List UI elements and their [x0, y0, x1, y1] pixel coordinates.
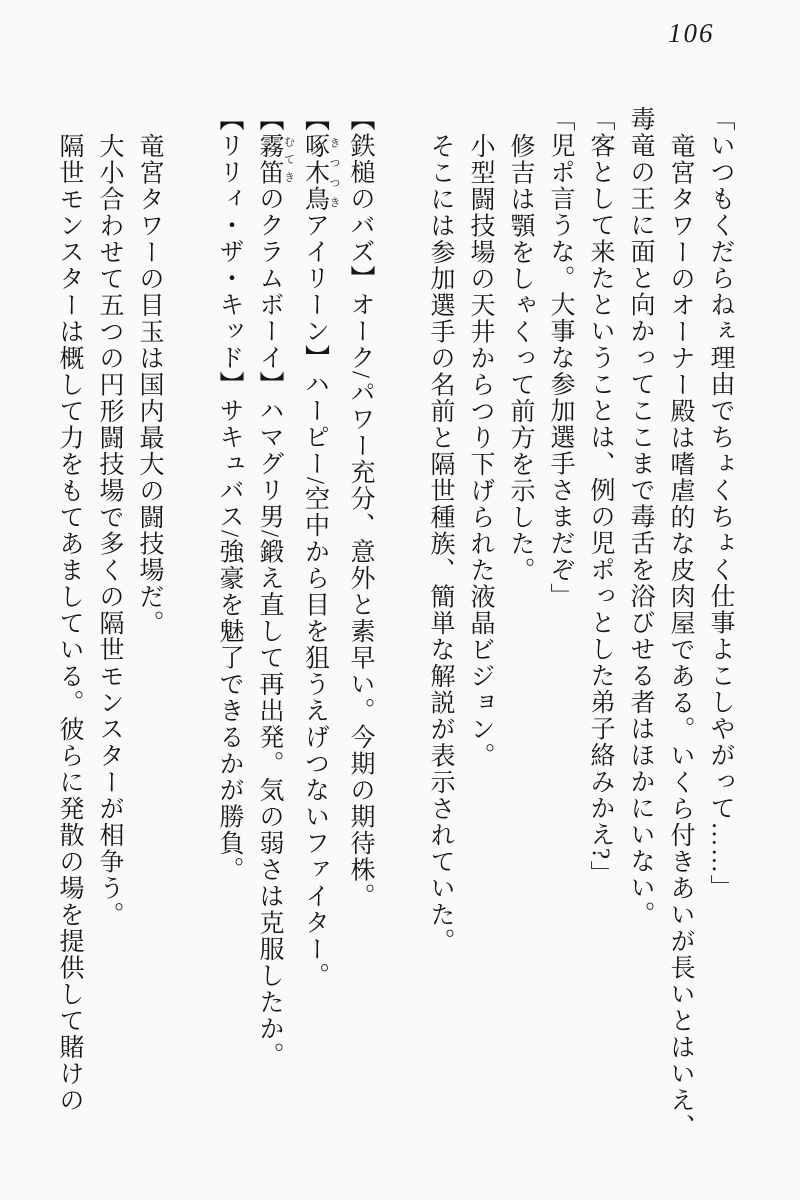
- ruby-annotated-text: 啄木鳥 きつつき: [301, 132, 340, 212]
- text-column-13: 竜宮タワーの目玉は国内最大の闘技場だ。: [136, 133, 163, 637]
- text-column-7: 小型闘技場の天井からつり下げられた液晶ビジョン。: [467, 133, 494, 769]
- text-column-4: 「客として来たということは、例の児ポっとした弟子絡みかえ?」: [587, 106, 614, 888]
- text-column-5: 「児ポ言うな。大事な参加選手さまだぞ」: [547, 106, 574, 610]
- page-text: [58, 106, 740, 1170]
- text-column-1: 「いつもくだらねぇ理由でちょくちょく仕事よこしやがって……」: [707, 106, 734, 901]
- ruby-annotated-text: 霧笛 むてき: [256, 132, 295, 186]
- text-column-2: 竜宮タワーのオーナー殿は嗜虐的な皮肉屋である。いくら付きあいが長いとはいえ、: [667, 133, 694, 1140]
- text-column-15: 隔世モンスターは概して力をもてあましている。彼らに発散の場を提供して賭けの: [56, 133, 83, 1114]
- page-number: 106: [668, 18, 715, 48]
- text-column-12: 【リリィ・ザ・キッド】サキュバス/強豪を魅了できるかが勝負。: [216, 106, 243, 883]
- text-column-9: 【鉄槌のバズ】オーク/パワー充分、意外と素早い。今期の期待株。: [347, 106, 374, 910]
- text-column-6: 修吉は顎をしゃくって前方を示した。: [507, 133, 534, 584]
- text-column-8: そこには参加選手の名前と隔世種族、簡単な解説が表示されていた。: [427, 133, 454, 955]
- text-column-3: 毒竜の王に面と向かってここまで毒舌を浴びせる者はほかにいない。: [627, 106, 654, 928]
- text-column-10: 【啄木鳥 きつつきアイリーン】ハーピー/空中から目を狙うえげつないファイター。: [301, 106, 340, 989]
- text-column-11: 【霧笛 むてきのクラムボーイ】ハマグリ男/鍛え直して再出発。気の弱さは克服したか。: [256, 106, 295, 1069]
- text-column-14: 大小合わせて五つの円形闘技場で多くの隔世モンスターが相争う。: [96, 133, 123, 928]
